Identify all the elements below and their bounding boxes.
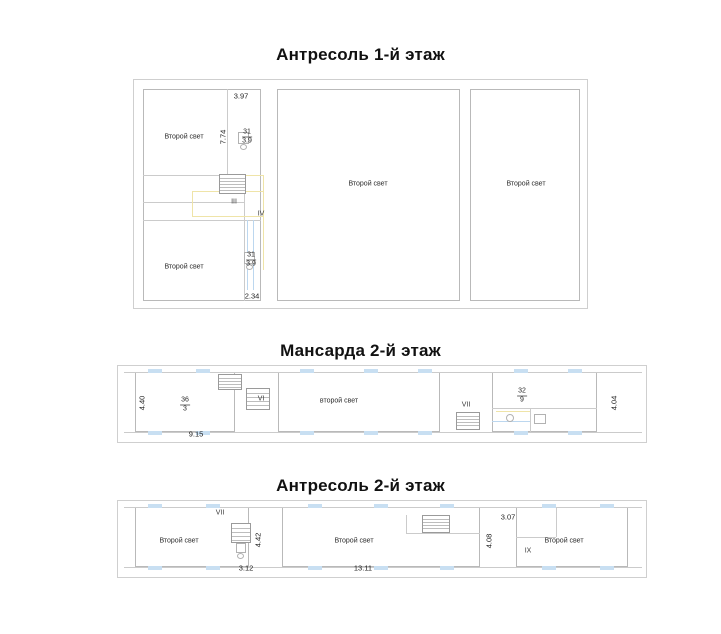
room-area-value: 3 xyxy=(183,405,187,413)
dimension-7-74: 7.74 xyxy=(218,129,228,145)
dimension-4-40: 4.40 xyxy=(137,395,147,411)
roman-mark-vii-b: VII xyxy=(215,509,225,517)
room-label-second-light-2: Второй свет xyxy=(164,263,204,271)
room-mezz2-middle xyxy=(282,507,480,567)
window-mark xyxy=(418,431,432,435)
dimension-3-97: 3.97 xyxy=(233,91,249,101)
fixture-sink-mezz2 xyxy=(237,553,244,559)
window-mark xyxy=(148,369,162,373)
plan-mezzanine-floor-2 xyxy=(117,500,647,578)
room-number-value: 31 xyxy=(243,128,251,136)
partition-mezz2-middle xyxy=(406,533,480,534)
window-mark xyxy=(308,504,322,508)
dimension-3-12: 3.12 xyxy=(238,563,254,573)
roman-mark-ix: IX xyxy=(524,547,532,555)
window-mark xyxy=(568,369,582,373)
window-mark xyxy=(374,566,388,570)
room-label-second-light-4: Второй свет xyxy=(506,180,546,188)
partition-mezz2-right-vert xyxy=(556,507,557,537)
window-mark xyxy=(300,369,314,373)
fixture-sink-mansard xyxy=(506,414,514,422)
dimension-3-07: 3.07 xyxy=(500,512,516,522)
window-mark xyxy=(364,431,378,435)
window-mark xyxy=(206,504,220,508)
room-right-block xyxy=(470,89,580,301)
window-mark xyxy=(300,431,314,435)
roman-mark-iv: IV xyxy=(257,210,265,218)
dimension-9-15: 9.15 xyxy=(188,429,204,439)
window-mark xyxy=(440,566,454,570)
window-mark xyxy=(600,566,614,570)
roman-mark-vi: VI xyxy=(257,395,265,403)
window-mark xyxy=(514,431,528,435)
corridor-highlight-right-2 xyxy=(244,175,264,176)
room-label-second-light-mezz2-1: Второй свет xyxy=(159,537,199,545)
staircase-left xyxy=(219,174,246,194)
partition-left-corridor xyxy=(143,202,244,203)
dimension-4-42: 4.42 xyxy=(253,532,263,548)
fixture-bath-mezz2 xyxy=(236,543,246,553)
room-number-31-upper xyxy=(242,129,252,146)
window-mark xyxy=(440,504,454,508)
dimension-2-34: 2.34 xyxy=(244,291,260,301)
room-number-31-lower xyxy=(246,252,256,269)
room-number-value: 36 xyxy=(181,396,189,404)
room-area-value: 3.9 xyxy=(242,137,252,145)
partition-mezz2-middle-vert xyxy=(406,515,407,533)
corridor-highlight-left xyxy=(192,191,193,217)
window-mark xyxy=(206,566,220,570)
staircase-mansard-right xyxy=(456,412,480,430)
staircase-mezz2-middle xyxy=(422,515,450,533)
plan-mezzanine-floor-1 xyxy=(133,79,588,309)
dimension-4-08: 4.08 xyxy=(484,533,494,549)
window-mark xyxy=(568,431,582,435)
mansard-highlight xyxy=(496,411,530,412)
section-title-mezzanine-2: Антресоль 2-й этаж xyxy=(276,476,445,495)
window-mark xyxy=(148,504,162,508)
dimension-4-04: 4.04 xyxy=(609,395,619,411)
partition-left-vert-2 xyxy=(244,176,245,301)
corridor-highlight-right xyxy=(263,175,264,270)
window-mark xyxy=(364,369,378,373)
corridor-highlight-bottom xyxy=(192,216,264,217)
partition-mansard-right xyxy=(492,408,597,409)
dimension-13-11: 13.11 xyxy=(353,563,373,573)
room-number-value: 31 xyxy=(247,251,255,259)
room-area-value: 3.9 xyxy=(246,260,256,268)
fixture-bath-mansard xyxy=(534,414,546,424)
room-number-36 xyxy=(180,397,190,414)
room-number-32 xyxy=(517,388,527,405)
staircase-mansard-left xyxy=(218,374,242,390)
room-label-second-light-mezz2-2: Второй свет xyxy=(334,537,374,545)
window-mark xyxy=(542,566,556,570)
room-label-second-light-1: Второй свет xyxy=(164,133,204,141)
room-number-value: 32 xyxy=(518,387,526,395)
section-title-mezzanine-1: Антресоль 1-й этаж xyxy=(276,45,445,64)
window-mark xyxy=(374,504,388,508)
window-mark xyxy=(542,504,556,508)
section-title-mansard-2: Мансарда 2-й этаж xyxy=(280,341,441,360)
window-mark xyxy=(514,369,528,373)
plan-mansard-floor-2 xyxy=(117,365,647,443)
room-area-value: 9 xyxy=(520,396,524,404)
room-label-second-light-3: Второй свет xyxy=(348,180,388,188)
room-label-second-light-mezz2-3: Второй свет xyxy=(544,537,584,545)
partition-mansard-right-vert xyxy=(530,408,531,432)
staircase-mezz2-left xyxy=(231,523,251,543)
window-mark xyxy=(148,431,162,435)
room-label-second-light-mansard: второй свет xyxy=(319,397,359,405)
room-middle-block xyxy=(277,89,460,301)
roman-mark-vii: VII xyxy=(461,401,471,409)
window-mark xyxy=(418,369,432,373)
room-mansard-middle xyxy=(278,372,440,432)
window-mark xyxy=(196,369,210,373)
window-mark xyxy=(308,566,322,570)
window-mark xyxy=(148,566,162,570)
window-mark xyxy=(600,504,614,508)
roman-mark-iii: III xyxy=(231,198,237,206)
